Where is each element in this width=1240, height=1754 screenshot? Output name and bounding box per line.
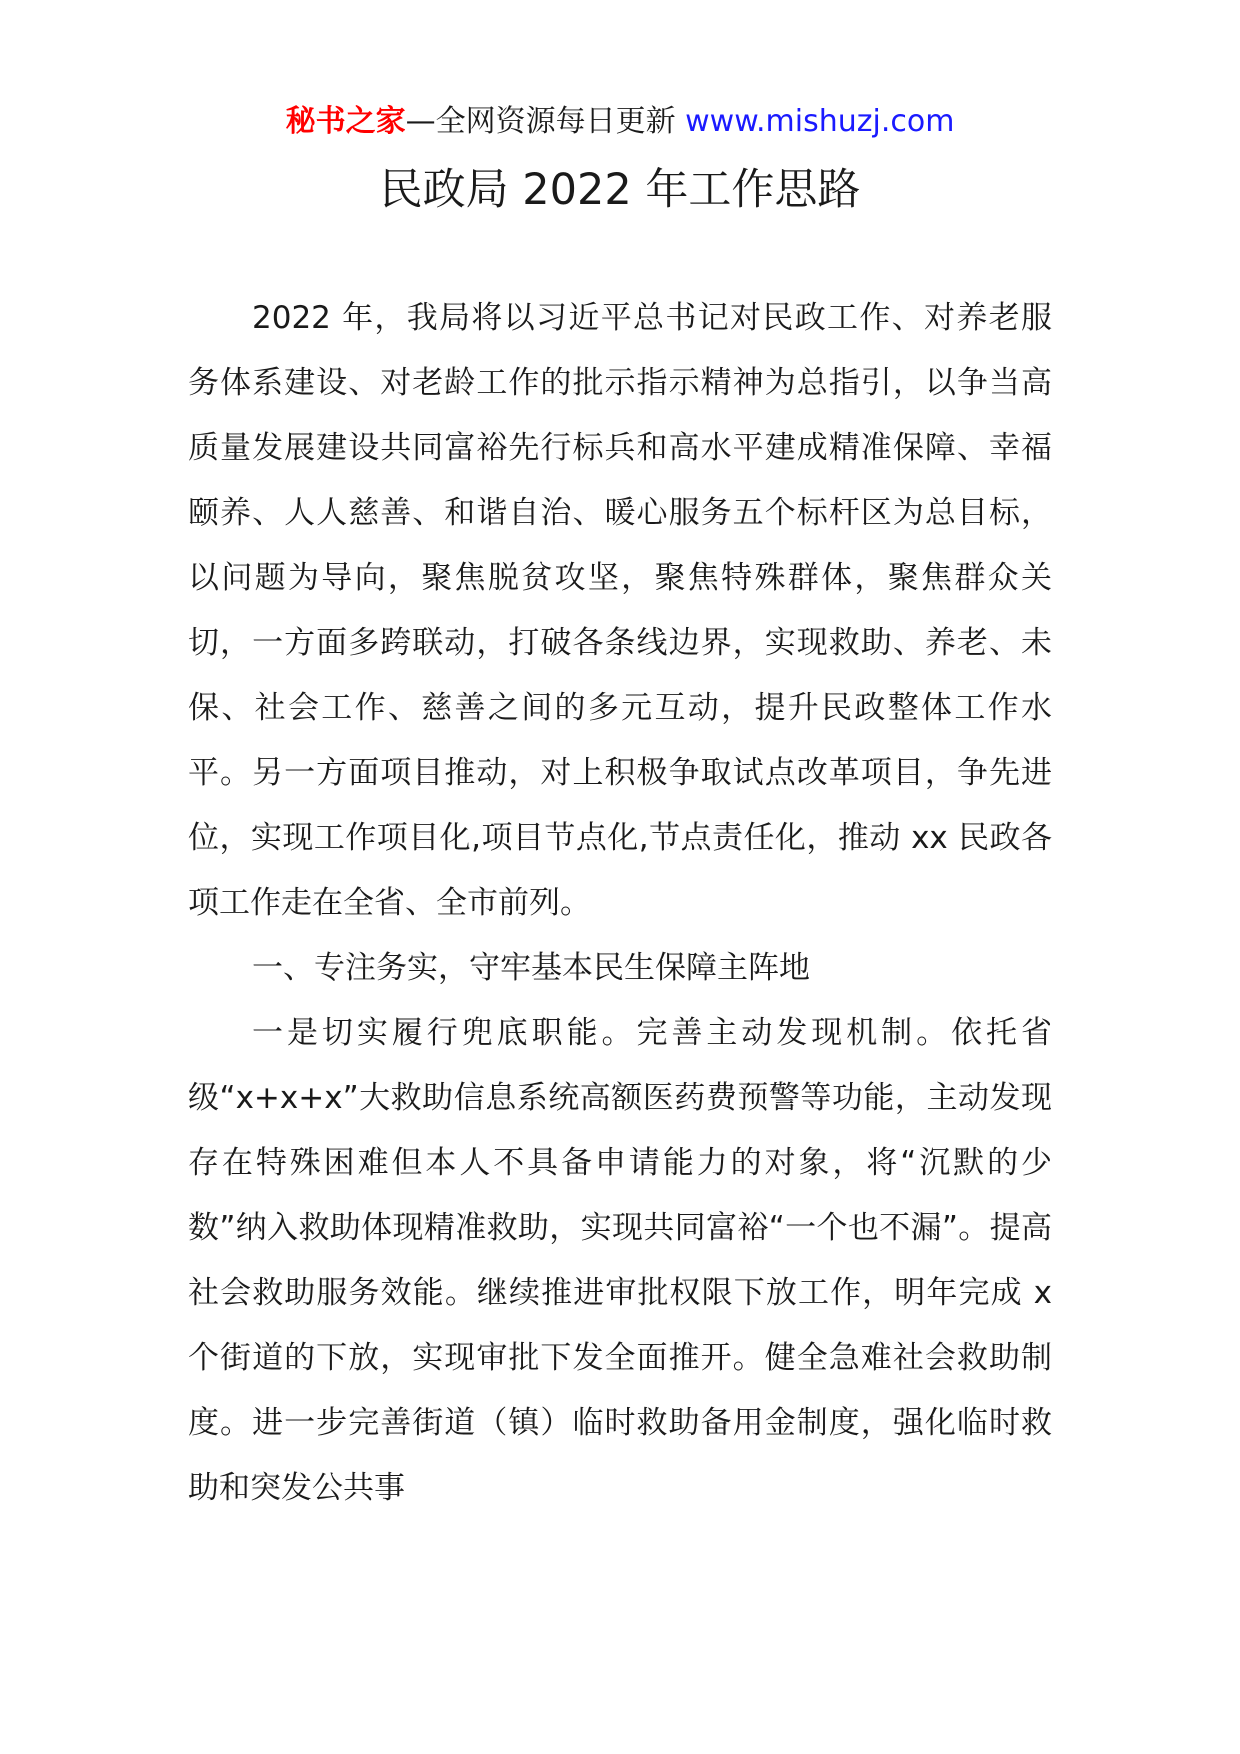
intro-paragraph: 2022 年，我局将以习近平总书记对民政工作、对养老服务体系建设、对老龄工作的批示指示精神为总指引，以争当高质量发展建设共同富裕先行标兵和高水平建成精准保障、幸福颐养、人人慈善、和谐自治、暖心服务五个标杆区为总目标，以问题为导向，聚焦脱贫攻坚，聚焦特殊群体，聚焦群众关切，一方面多跨联动，打破各条线边界，实现救助、养老、未保、社会工作、慈善之间的多元互动，提升民政整体工作水平。另一方面项目推动，对上积极争取试点改革项目，争先进位，实现工作项目化,项目节点化,节点责任化，推动 xx 民政各项工作走在全省、全市前列。	[188, 300, 1052, 921]
document-body	[188, 286, 1052, 1521]
site-banner	[0, 100, 1240, 144]
document-title: 民政局 2022 年工作思路	[379, 165, 861, 215]
banner-tagline: —全网资源每日更新	[405, 104, 686, 139]
section-heading: 一、专注务实，守牢基本民生保障主阵地	[252, 950, 810, 986]
brand-name: 秘书之家	[285, 104, 406, 139]
section-paragraph: 一是切实履行兜底职能。完善主动发现机制。依托省级“x+x+x”大救助信息系统高额医药费预警等功能，主动发现存在特殊困难但本人不具备申请能力的对象，将“沉默的少数”纳入救助体现精准救助，实现共同富裕“一个也不漏”。提高社会救助服务效能。继续推进审批权限下放工作，明年完成 x 个街道的下放，实现审批下发全面推开。健全急难社会救助制度。进一步完善街道（镇）临时救助备用金制度，强化临时救助和突发公共事	[188, 1015, 1052, 1506]
site-url-link[interactable]: www.mishuzj.com	[685, 104, 955, 139]
